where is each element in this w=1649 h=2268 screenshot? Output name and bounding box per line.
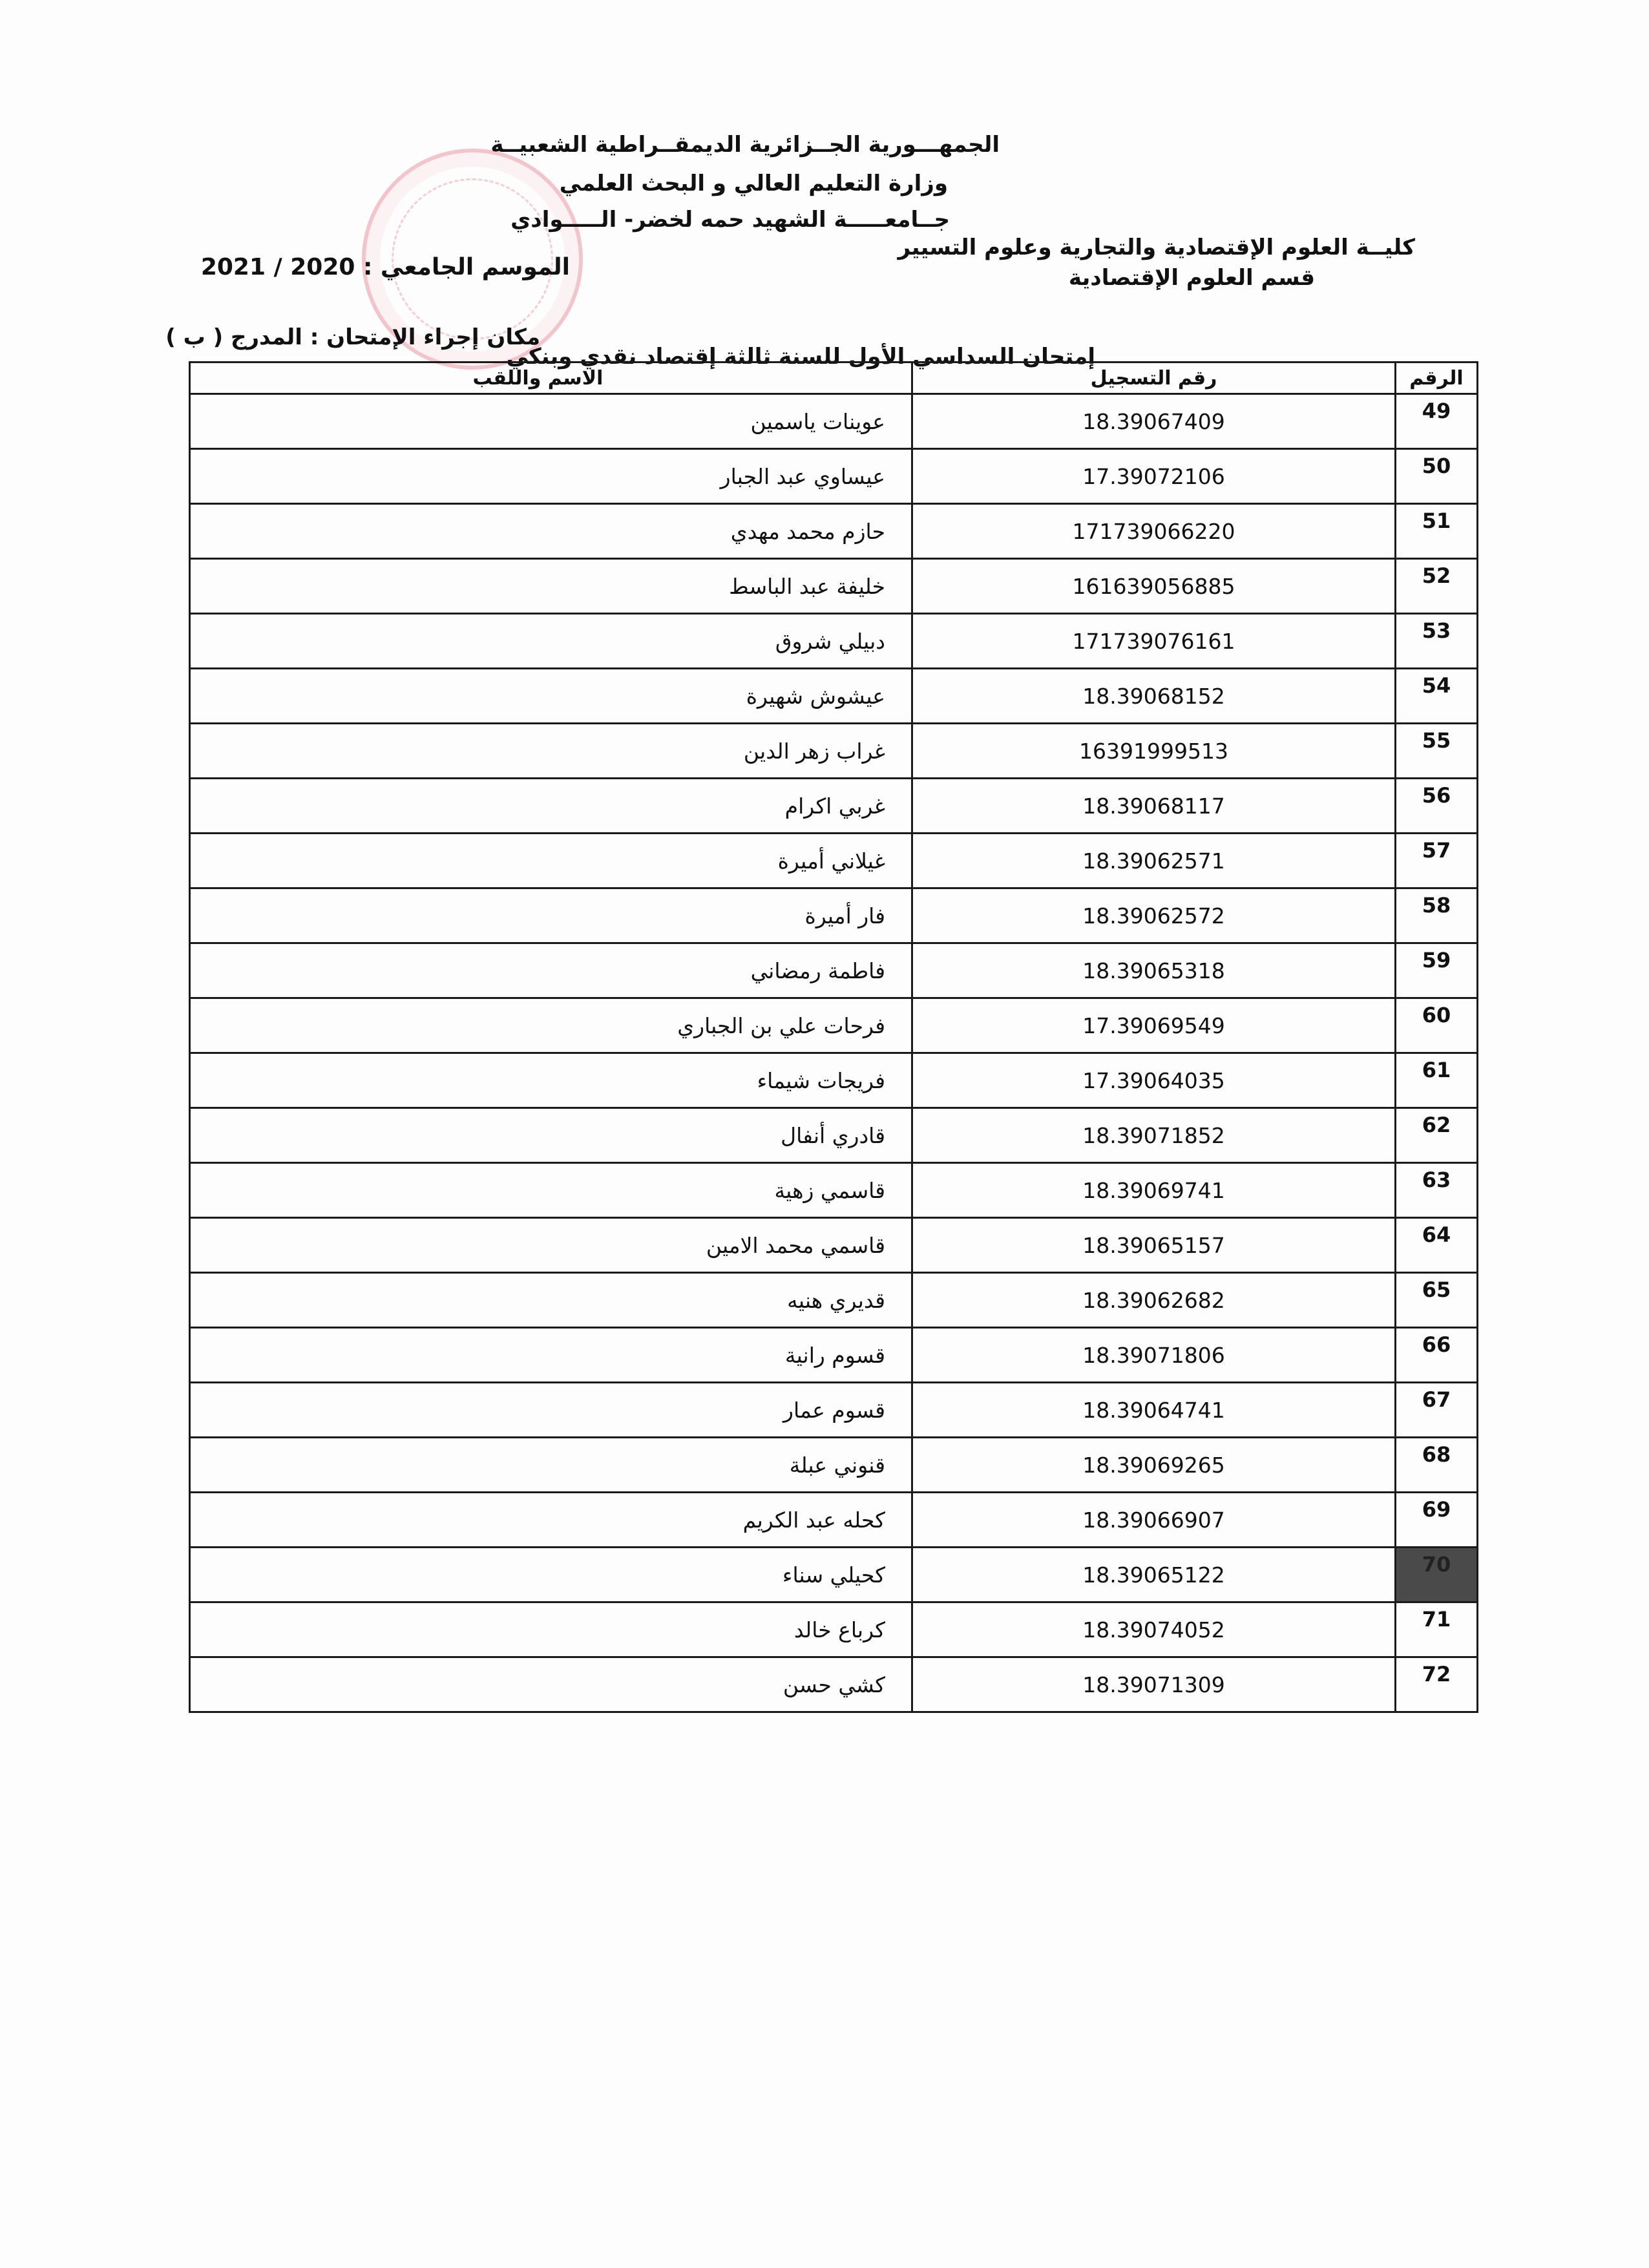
university-title: جــامعـــــة الشهيد حمه لخضر- الـــــوادي	[510, 207, 950, 233]
row-number-cell: 64	[1396, 1218, 1478, 1273]
row-number-cell: 61	[1396, 1053, 1478, 1108]
row-number-cell: 72	[1396, 1657, 1478, 1712]
registration-number-cell: 18.39068117	[912, 779, 1396, 834]
row-number-cell: 60	[1396, 998, 1478, 1053]
registration-number-cell: 18.39064741	[912, 1383, 1396, 1438]
exam-title: إمتحان السداسي الأول للسنة ثالثة إقتصاد نقدي وبنكي	[506, 344, 1095, 370]
row-number-cell: 70	[1396, 1548, 1478, 1602]
exam-location: مكان إجراء الإمتحان : المدرج ( ب )	[165, 324, 540, 350]
student-name-cell: غربي اكرام	[190, 779, 912, 834]
row-number-cell: 56	[1396, 779, 1478, 834]
registration-number-cell: 18.39065318	[912, 943, 1396, 998]
table-row	[190, 1657, 1478, 1712]
registration-number-cell: 18.39062571	[912, 834, 1396, 888]
column-header-registration: رقم التسجيل	[912, 362, 1396, 394]
row-number-cell: 50	[1396, 449, 1478, 504]
student-name-cell: فار أميرة	[190, 888, 912, 943]
table-row	[190, 559, 1478, 614]
student-name-cell: قاسمي زهية	[190, 1163, 912, 1218]
table-row	[190, 1053, 1478, 1108]
registration-number-cell: 17.39072106	[912, 449, 1396, 504]
student-name-cell: كشي حسن	[190, 1657, 912, 1712]
registration-number-cell: 18.39069741	[912, 1163, 1396, 1218]
registration-number-cell: 17.39069549	[912, 998, 1396, 1053]
student-name-cell: قاسمي محمد الامين	[190, 1218, 912, 1273]
student-name-cell: قديري هنيه	[190, 1273, 912, 1328]
registration-number-cell: 18.39068152	[912, 669, 1396, 724]
student-name-cell: فرحات علي بن الجباري	[190, 998, 912, 1053]
table-row	[190, 1218, 1478, 1273]
row-number-cell: 62	[1396, 1108, 1478, 1163]
row-number-cell: 53	[1396, 614, 1478, 669]
row-number-cell: 69	[1396, 1493, 1478, 1548]
table-row	[190, 1383, 1478, 1438]
row-number-cell: 71	[1396, 1602, 1478, 1657]
student-name-cell: عوينات ياسمين	[190, 394, 912, 449]
table-row	[190, 779, 1478, 834]
student-name-cell: كحله عبد الكريم	[190, 1493, 912, 1548]
row-number-cell: 49	[1396, 394, 1478, 449]
table-row	[190, 504, 1478, 559]
department-title: قسم العلوم الإقتصادية	[1068, 265, 1315, 291]
student-name-cell: فاطمة رمضاني	[190, 943, 912, 998]
registration-number-cell: 18.39067409	[912, 394, 1396, 449]
table-row	[190, 1493, 1478, 1548]
registration-number-cell: 18.39062682	[912, 1273, 1396, 1328]
student-name-cell: قسوم عمار	[190, 1383, 912, 1438]
table-row	[190, 1328, 1478, 1383]
table-row	[190, 1108, 1478, 1163]
table-row	[190, 998, 1478, 1053]
ministry-title: وزارة التعليم العالي و البحث العلمي	[559, 171, 948, 196]
student-name-cell: عيساوي عبد الجبار	[190, 449, 912, 504]
student-name-cell: قنوني عبلة	[190, 1438, 912, 1493]
republic-title: الجمهـــورية الجــزائرية الديمقــراطية الشعبيــة	[490, 132, 1000, 158]
registration-number-cell: 16391999513	[912, 724, 1396, 779]
row-number-cell: 57	[1396, 834, 1478, 888]
faculty-title: كليــة العلوم الإقتصادية والتجارية وعلوم التسيير	[898, 235, 1415, 260]
student-name-cell: عيشوش شهيرة	[190, 669, 912, 724]
table-row	[190, 449, 1478, 504]
student-name-cell: غراب زهر الدين	[190, 724, 912, 779]
table-row	[190, 669, 1478, 724]
table-row	[190, 1438, 1478, 1493]
registration-number-cell: 18.39074052	[912, 1602, 1396, 1657]
student-name-cell: قسوم رانية	[190, 1328, 912, 1383]
student-name-cell: خليفة عبد الباسط	[190, 559, 912, 614]
student-roster-table	[189, 361, 1478, 1713]
table-row	[190, 394, 1478, 449]
registration-number-cell: 17.39064035	[912, 1053, 1396, 1108]
registration-number-cell: 171739066220	[912, 504, 1396, 559]
table-row	[190, 834, 1478, 888]
student-name-cell: دبيلي شروق	[190, 614, 912, 669]
row-number-cell: 51	[1396, 504, 1478, 559]
table-row	[190, 888, 1478, 943]
registration-number-cell: 161639056885	[912, 559, 1396, 614]
registration-number-cell: 18.39066907	[912, 1493, 1396, 1548]
student-name-cell: كرباع خالد	[190, 1602, 912, 1657]
table-row	[190, 614, 1478, 669]
column-header-number: الرقم	[1396, 362, 1478, 394]
table-row	[190, 943, 1478, 998]
registration-number-cell: 18.39071309	[912, 1657, 1396, 1712]
row-number-cell: 66	[1396, 1328, 1478, 1383]
registration-number-cell: 18.39065122	[912, 1548, 1396, 1602]
registration-number-cell: 18.39069265	[912, 1438, 1396, 1493]
table-row	[190, 1602, 1478, 1657]
row-number-cell: 55	[1396, 724, 1478, 779]
row-number-cell: 58	[1396, 888, 1478, 943]
student-name-cell: غيلاني أميرة	[190, 834, 912, 888]
row-number-cell: 59	[1396, 943, 1478, 998]
student-name-cell: فريجات شيماء	[190, 1053, 912, 1108]
table-row	[190, 724, 1478, 779]
table-row	[190, 1548, 1478, 1602]
row-number-cell: 54	[1396, 669, 1478, 724]
registration-number-cell: 18.39065157	[912, 1218, 1396, 1273]
student-name-cell: قادري أنفال	[190, 1108, 912, 1163]
row-number-cell: 52	[1396, 559, 1478, 614]
row-number-cell: 65	[1396, 1273, 1478, 1328]
student-name-cell: حازم محمد مهدي	[190, 504, 912, 559]
table-header-row	[190, 362, 1478, 394]
academic-season: الموسم الجامعي : 2020 / 2021	[200, 254, 570, 280]
row-number-cell: 68	[1396, 1438, 1478, 1493]
row-number-cell: 67	[1396, 1383, 1478, 1438]
registration-number-cell: 18.39071806	[912, 1328, 1396, 1383]
column-header-name: الاسم واللقب	[190, 362, 912, 394]
table-row	[190, 1163, 1478, 1218]
row-number-cell: 63	[1396, 1163, 1478, 1218]
table-row	[190, 1273, 1478, 1328]
student-name-cell: كحيلي سناء	[190, 1548, 912, 1602]
registration-number-cell: 18.39062572	[912, 888, 1396, 943]
registration-number-cell: 18.39071852	[912, 1108, 1396, 1163]
registration-number-cell: 171739076161	[912, 614, 1396, 669]
